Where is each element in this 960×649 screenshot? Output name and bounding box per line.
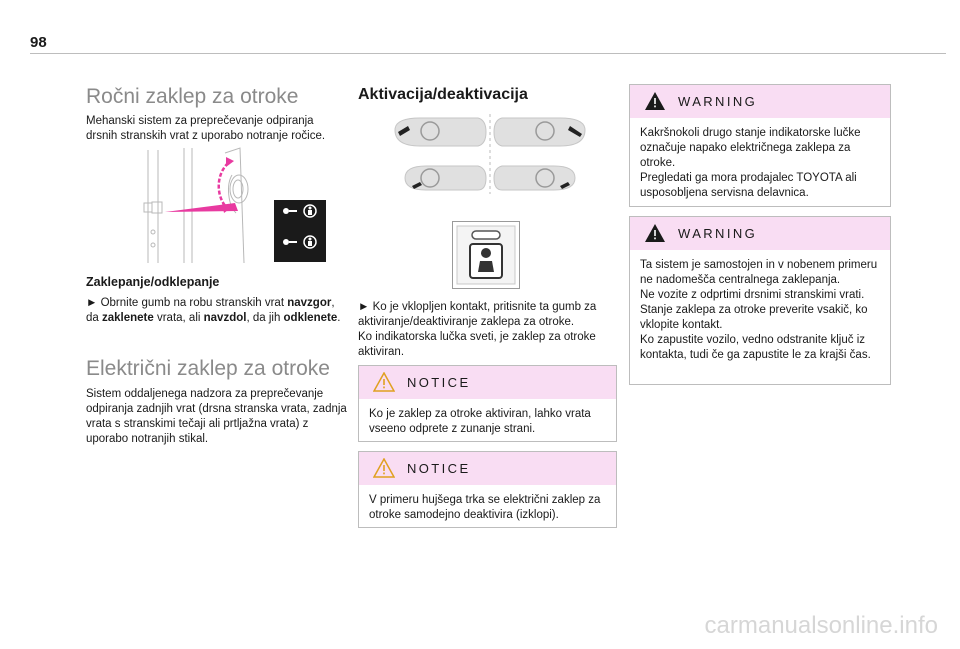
warning-box-1 <box>629 84 891 207</box>
notice-text: Ko je zaklep za otroke aktiviran, lahko vrata vseeno odprete z zunanje strani. <box>369 408 591 435</box>
warning-header <box>630 217 890 250</box>
notice-label: NOTICE <box>407 461 471 476</box>
warning-label: WARNING <box>678 226 758 241</box>
vehicle-control-panels-illustration <box>390 110 590 198</box>
warning-icon <box>644 223 666 243</box>
bullet-text: , da <box>86 297 335 324</box>
bullet-text: ► Obrnite gumb na robu stranskih vrat <box>86 297 288 309</box>
electric-lock-intro: Sistem oddaljenega nadzora za preprečevanje odpiranja zadnjih vrat (drsna stranska vrata, zadnja vrata s stranskimi tečaji ali prtljažna vrata) z uporabo notranjih stikal. <box>86 388 347 445</box>
notice-header <box>359 452 616 485</box>
caution-icon <box>373 458 395 478</box>
warning-line: Ta sistem je samostojen in v nobenem primeru ne nadomešča centralnega zaklepanja. <box>640 259 878 286</box>
notice-label: NOTICE <box>407 375 471 390</box>
section-title-activation: Aktivacija/deaktivacija <box>358 86 528 103</box>
warning-line: Stanje zaklepa za otroke preverite vsakič, ko vklopite kontakt. <box>640 304 868 331</box>
section-title-manual-lock: Ročni zaklep za otroke <box>86 85 299 108</box>
warning-text <box>630 250 890 371</box>
watermark: carmanualsonline.info <box>704 612 938 639</box>
child-lock-button-icon <box>452 221 520 289</box>
warning-box-2 <box>629 216 891 385</box>
warning-line: Kakršnokoli drugo stanje indikatorske lučke označuje napako električnega zaklepa za otroke. <box>640 127 861 169</box>
notice-header <box>359 366 616 399</box>
bullet-bold: odklenete <box>283 312 338 324</box>
bullet-text: vrata, ali <box>153 312 204 324</box>
header-rule <box>30 53 946 54</box>
bullet-text: , da jih <box>246 312 284 324</box>
page-number: 98 <box>30 34 47 51</box>
notice-text: V primeru hujšega trka se električni zaklep za otroke samodejno deaktivira (izklopi). <box>369 494 601 521</box>
bullet-bold: navzgor <box>287 297 332 309</box>
warning-label: WARNING <box>678 94 758 109</box>
lock-unlock-instruction <box>86 296 348 326</box>
bullet-bold: zaklenete <box>102 312 154 324</box>
door-lock-illustration <box>140 145 340 265</box>
bullet-text: . <box>337 312 341 324</box>
warning-icon <box>644 91 666 111</box>
subheading-lock-unlock: Zaklepanje/odklepanje <box>86 275 220 289</box>
warning-line: Ko zapustite vozilo, vedno odstranite ključ iz kontakta, tudi če ga zapustite le za krajši čas. <box>640 334 871 361</box>
notice-box-2 <box>358 451 617 528</box>
activation-instruction: ► Ko je vklopljen kontakt, pritisnite ta gumb za aktiviranje/deaktiviranje zaklepa za otroke. <box>358 301 597 328</box>
section-title-electric-lock: Električni zaklep za otroke <box>86 357 330 380</box>
warning-line: Ne vozite z odprtimi drsnimi stranskimi vrati. <box>640 289 865 301</box>
bullet-bold: navzdol <box>203 312 247 324</box>
warning-line: Pregledati ga mora prodajalec TOYOTA ali usposobljena servisna delavnica. <box>640 172 857 199</box>
caution-icon <box>373 372 395 392</box>
warning-header <box>630 85 890 118</box>
warning-text <box>630 118 890 209</box>
activation-indicator-note: Ko indikatorska lučka sveti, je zaklep za otroke aktiviran. <box>358 331 596 358</box>
manual-lock-intro: Mehanski sistem za preprečevanje odpiranja drsnih stranskih vrat z uporabo notranje ročice. <box>86 115 326 142</box>
notice-box-1 <box>358 365 617 442</box>
